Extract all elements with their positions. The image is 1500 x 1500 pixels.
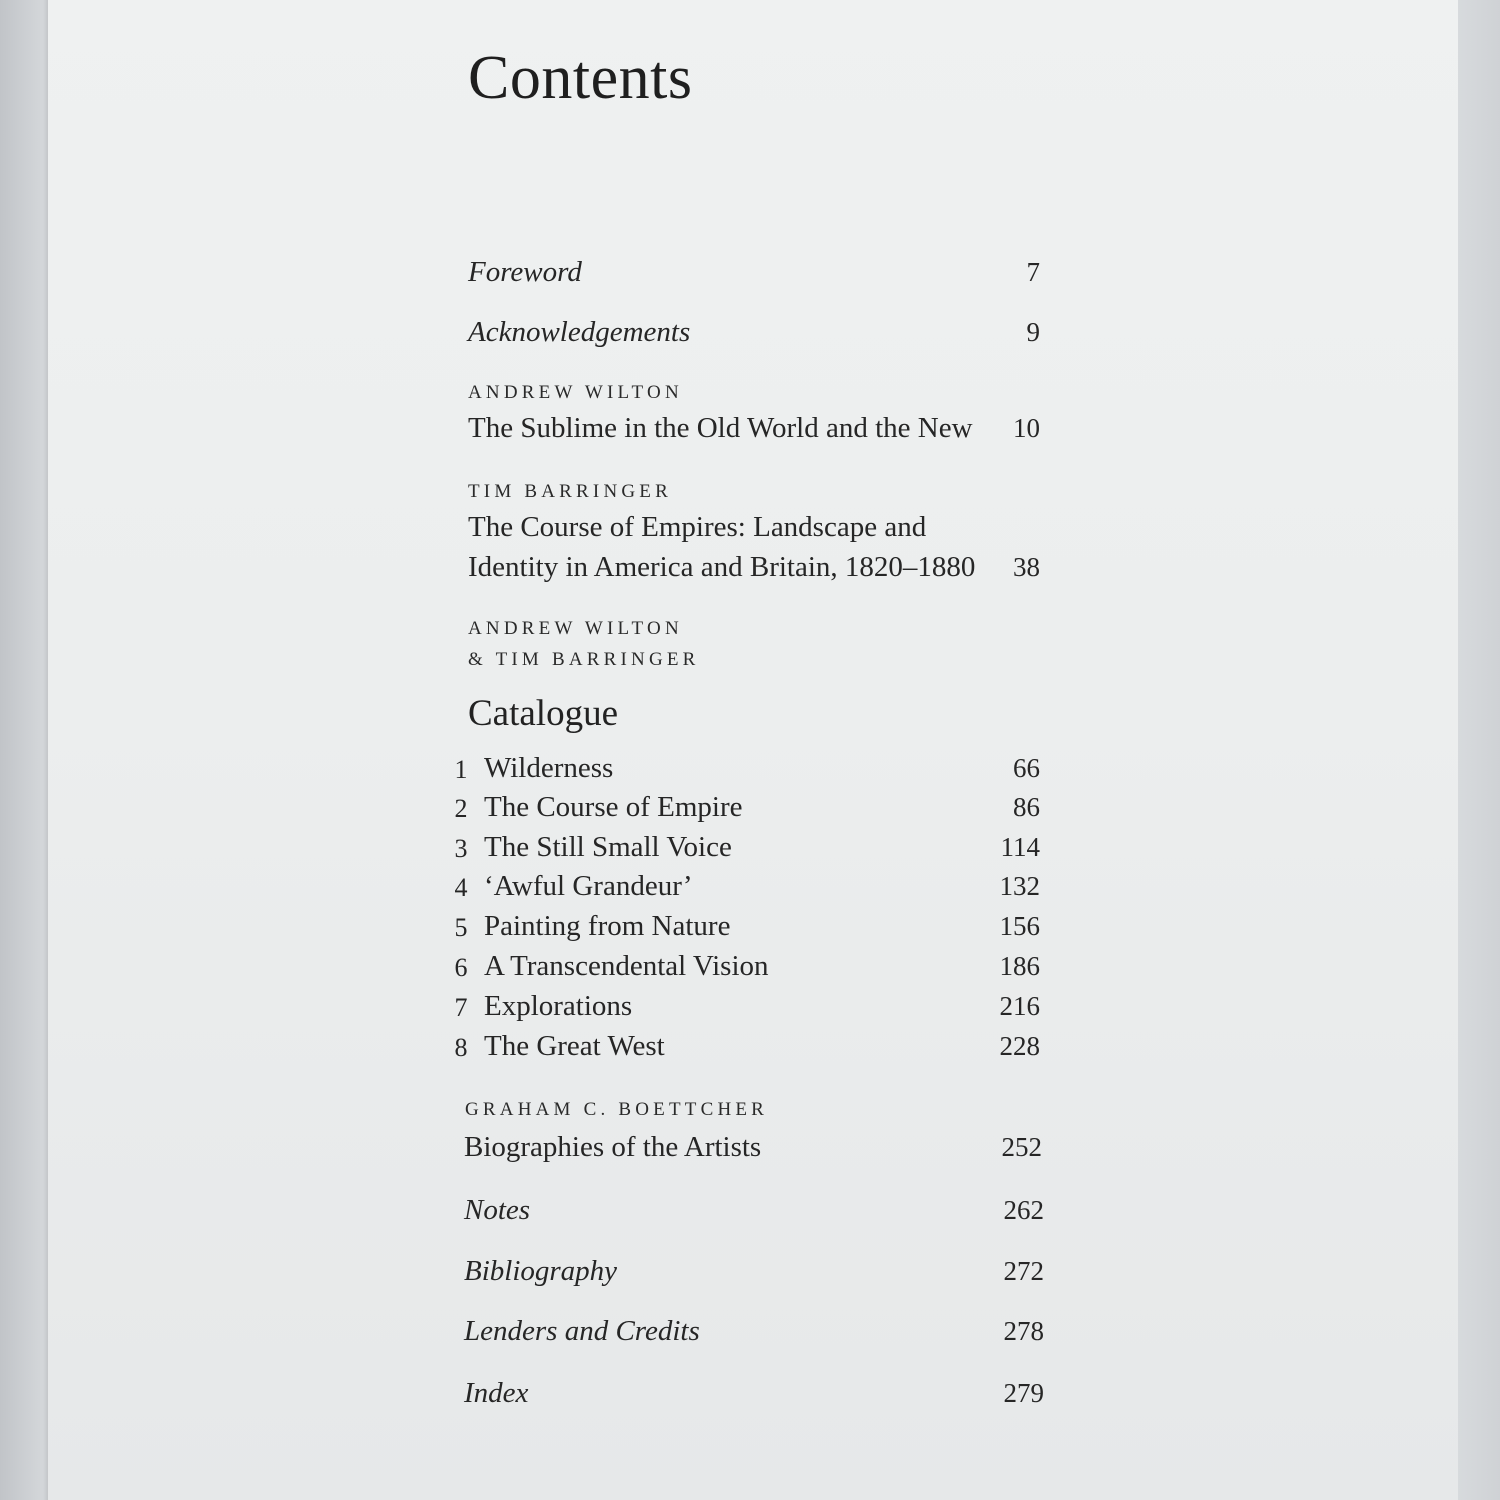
catalogue-item-label: The Great West bbox=[484, 1030, 665, 1062]
toc-entry-label: Index bbox=[464, 1377, 529, 1409]
toc-entry-label: Acknowledgements bbox=[468, 316, 691, 348]
toc-entry-label: Biographies of the Artists bbox=[464, 1131, 762, 1163]
catalogue-item bbox=[450, 866, 1040, 906]
toc-entry-label: Lenders and Credits bbox=[464, 1315, 700, 1347]
catalogue-item-page: 132 bbox=[999, 871, 1040, 901]
catalogue-author: & TIM BARRINGER bbox=[468, 649, 700, 670]
catalogue-item bbox=[450, 946, 1040, 986]
toc-entry-page: 7 bbox=[1026, 257, 1040, 287]
catalogue-item-label: A Transcendental Vision bbox=[484, 950, 769, 982]
essay-author: ANDREW WILTON bbox=[468, 382, 683, 403]
catalogue-item-number: 7 bbox=[454, 993, 468, 1022]
catalogue-author: ANDREW WILTON bbox=[468, 618, 683, 639]
toc-entry-label: The Course of Empires: Landscape and bbox=[468, 511, 927, 543]
toc-entry-essay-course-line1 bbox=[468, 507, 1040, 547]
catalogue-item-page: 156 bbox=[999, 911, 1040, 941]
catalogue-item bbox=[450, 906, 1040, 946]
catalogue-item bbox=[450, 827, 1040, 867]
catalogue-item-label: Wilderness bbox=[484, 752, 614, 784]
catalogue-item-number: 8 bbox=[454, 1033, 468, 1062]
toc-entry-page: 278 bbox=[1003, 1316, 1044, 1346]
toc-entry-label: Bibliography bbox=[464, 1255, 618, 1287]
catalogue-item-label: The Still Small Voice bbox=[484, 831, 732, 863]
catalogue-item bbox=[450, 748, 1040, 788]
toc-entry-notes bbox=[464, 1190, 1044, 1230]
catalogue-item-page: 228 bbox=[999, 1031, 1040, 1061]
toc-entry-essay-course-line2 bbox=[468, 547, 1040, 587]
toc-entry-label: The Sublime in the Old World and the New bbox=[468, 412, 973, 444]
essay-author: TIM BARRINGER bbox=[468, 481, 672, 502]
catalogue-item-label: Painting from Nature bbox=[484, 910, 731, 942]
page-title: Contents bbox=[468, 44, 693, 112]
toc-entry-page: 38 bbox=[1013, 552, 1040, 582]
catalogue-item-page: 216 bbox=[999, 991, 1040, 1021]
catalogue-item-page: 114 bbox=[1000, 832, 1040, 862]
catalogue-item bbox=[450, 1026, 1040, 1066]
toc-entry-page: 262 bbox=[1003, 1195, 1044, 1225]
toc-entry-lenders bbox=[464, 1311, 1044, 1351]
catalogue-item-label: The Course of Empire bbox=[484, 791, 743, 823]
toc-entry-label: Identity in America and Britain, 1820–1880 bbox=[468, 551, 976, 583]
toc-entry-page: 279 bbox=[1003, 1378, 1044, 1408]
toc-entry-label: Foreword bbox=[468, 256, 582, 288]
catalogue-item-number: 1 bbox=[454, 755, 468, 784]
toc-entry-biographies bbox=[464, 1127, 1042, 1167]
catalogue-item bbox=[450, 787, 1040, 827]
catalogue-item-number: 2 bbox=[454, 794, 468, 823]
toc-entry-essay-sublime bbox=[468, 408, 1040, 448]
catalogue-item bbox=[450, 986, 1040, 1026]
biographies-author: GRAHAM C. BOETTCHER bbox=[465, 1099, 769, 1120]
catalogue-heading: Catalogue bbox=[468, 693, 619, 734]
catalogue-item-number: 6 bbox=[454, 953, 468, 982]
catalogue-item-number: 3 bbox=[454, 834, 468, 863]
toc-entry-foreword bbox=[468, 252, 1040, 292]
catalogue-item-page: 186 bbox=[999, 951, 1040, 981]
toc-entry-page: 252 bbox=[1001, 1132, 1042, 1162]
toc-entry-page: 10 bbox=[1013, 413, 1040, 443]
catalogue-item-label: Explorations bbox=[484, 990, 633, 1022]
catalogue-item-number: 5 bbox=[454, 913, 468, 942]
catalogue-item-page: 86 bbox=[1013, 792, 1040, 822]
toc-entry-bibliography bbox=[464, 1251, 1044, 1291]
toc-entry-page: 272 bbox=[1003, 1256, 1044, 1286]
catalogue-item-page: 66 bbox=[1013, 753, 1040, 783]
toc-entry-index bbox=[464, 1373, 1044, 1413]
toc-entry-acknowledgements bbox=[468, 312, 1040, 352]
catalogue-item-label: ‘Awful Grandeur’ bbox=[484, 870, 693, 902]
toc-entry-page: 9 bbox=[1026, 317, 1040, 347]
toc-entry-label: Notes bbox=[464, 1194, 531, 1226]
catalogue-item-number: 4 bbox=[454, 873, 468, 902]
